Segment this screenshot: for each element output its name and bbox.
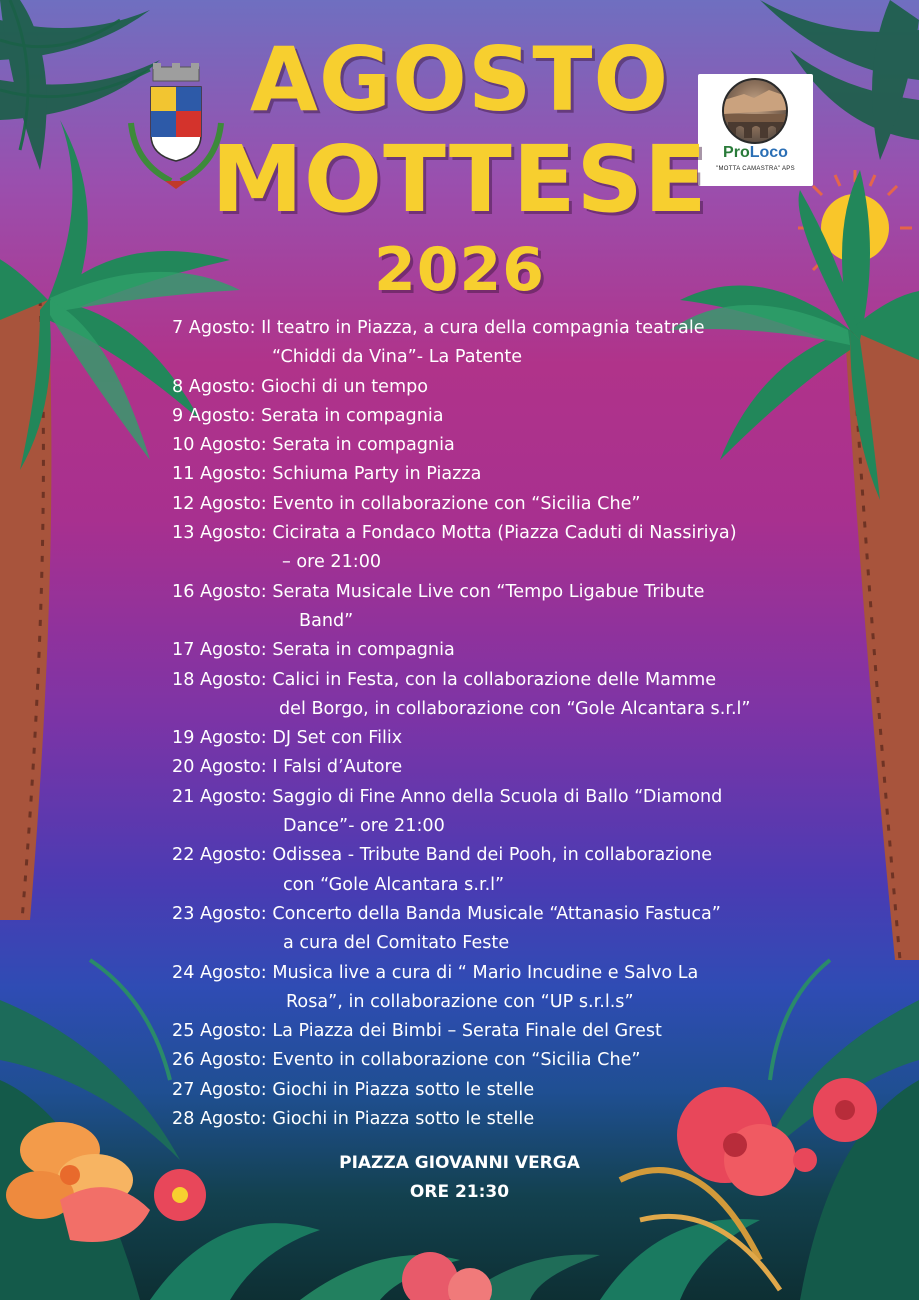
event-item [172,900,852,959]
event-item [172,578,852,637]
event-item [172,1076,852,1105]
proloco-subtitle: "MOTTA CAMASTRA" APS [716,166,795,172]
event-date: 23 Agosto: [172,903,267,924]
event-item [172,1046,852,1075]
event-date: 27 Agosto: [172,1079,267,1100]
event-time: ORE 21:30 [409,1182,510,1202]
event-description-continued: con “Gole Alcantara s.r.l” [283,874,505,895]
event-description: I Falsi d’Autore [272,757,403,778]
event-description: Il teatro in Piazza, a cura della compagnia teatrale [261,318,705,338]
event-date: 22 Agosto: [172,845,267,866]
event-date: 17 Agosto: [172,640,267,661]
event-item [172,373,852,402]
event-date: 18 Agosto: [172,669,267,690]
event-date: 20 Agosto: [172,757,267,778]
event-description: Musica live a cura di “ Mario Incudine e Salvo La [272,962,699,983]
event-location: PIAZZA GIOVANNI VERGA [339,1153,580,1173]
event-item [172,724,852,753]
event-description: Schiuma Party in Piazza [272,464,482,485]
event-description: Evento in collaborazione con “Sicilia Che” [272,1050,641,1071]
event-date: 24 Agosto: [172,962,267,983]
event-description-continued: Dance”- ore 21:00 [283,816,445,837]
event-date: 16 Agosto: [172,581,267,602]
event-description-continued: a cura del Comitato Feste [283,933,510,954]
event-description: Calici in Festa, con la collaborazione delle Mamme [272,669,717,690]
event-item [172,959,852,1018]
event-item [172,1017,852,1046]
event-item [172,636,852,665]
event-item [172,753,852,782]
event-date: 25 Agosto: [172,1021,267,1042]
event-description: Serata in compagnia [272,435,455,456]
event-date: 8 Agosto: [172,376,256,397]
event-date: 10 Agosto: [172,435,267,456]
event-date: 26 Agosto: [172,1050,267,1071]
event-program-list [172,314,852,1134]
event-description: Evento in collaborazione con “Sicilia Che” [272,493,641,514]
event-date: 9 Agosto: [172,405,256,426]
event-date: 7 Agosto: [172,318,256,338]
flower-icon [402,1252,492,1300]
event-item [172,314,852,373]
event-item [172,431,852,460]
event-date: 19 Agosto: [172,728,267,749]
title-line-1: AGOSTO [249,28,670,131]
event-item [172,783,852,842]
title-line-2: MOTTESE [211,126,708,233]
event-item [172,841,852,900]
event-date: 21 Agosto: [172,786,267,807]
event-item [172,460,852,489]
event-description: Giochi in Piazza sotto le stelle [272,1079,535,1100]
event-description: Serata Musicale Live con “Tempo Ligabue Tribute [272,581,705,602]
event-description-continued: – ore 21:00 [282,552,382,573]
event-description-continued: del Borgo, in collaborazione con “Gole Alcantara s.r.l” [279,698,751,719]
event-description: Odissea - Tribute Band dei Pooh, in collaborazione [272,845,713,866]
event-description-continued: “Chiddi da Vina”- La Patente [272,347,523,368]
event-description: DJ Set con Filix [272,728,403,749]
event-date: 12 Agosto: [172,493,267,514]
event-date: 11 Agosto: [172,464,267,485]
event-date: 13 Agosto: [172,523,267,544]
title-year: 2026 [374,235,545,305]
event-description-continued: Rosa”, in collaborazione con “UP s.r.l.s” [286,991,634,1012]
event-description: Concerto della Banda Musicale “Attanasio Fastuca” [272,903,721,924]
event-item [172,490,852,519]
event-description: Serata in compagnia [272,640,455,661]
event-description: Saggio di Fine Anno della Scuola di Ballo “Diamond [272,786,723,807]
event-item [172,666,852,725]
event-item [172,1105,852,1134]
event-description: Giochi di un tempo [261,376,429,397]
event-item [172,519,852,578]
event-description-continued: Band” [299,610,354,631]
event-description: Serata in compagnia [261,405,444,426]
event-description: La Piazza dei Bimbi – Serata Finale del Grest [272,1021,662,1042]
proloco-brand: ProLoco [723,144,788,161]
event-description: Giochi in Piazza sotto le stelle [272,1109,535,1130]
event-description: Cicirata a Fondaco Motta (Piazza Caduti di Nassiriya) [272,523,737,544]
event-item [172,402,852,431]
event-date: 28 Agosto: [172,1109,267,1130]
